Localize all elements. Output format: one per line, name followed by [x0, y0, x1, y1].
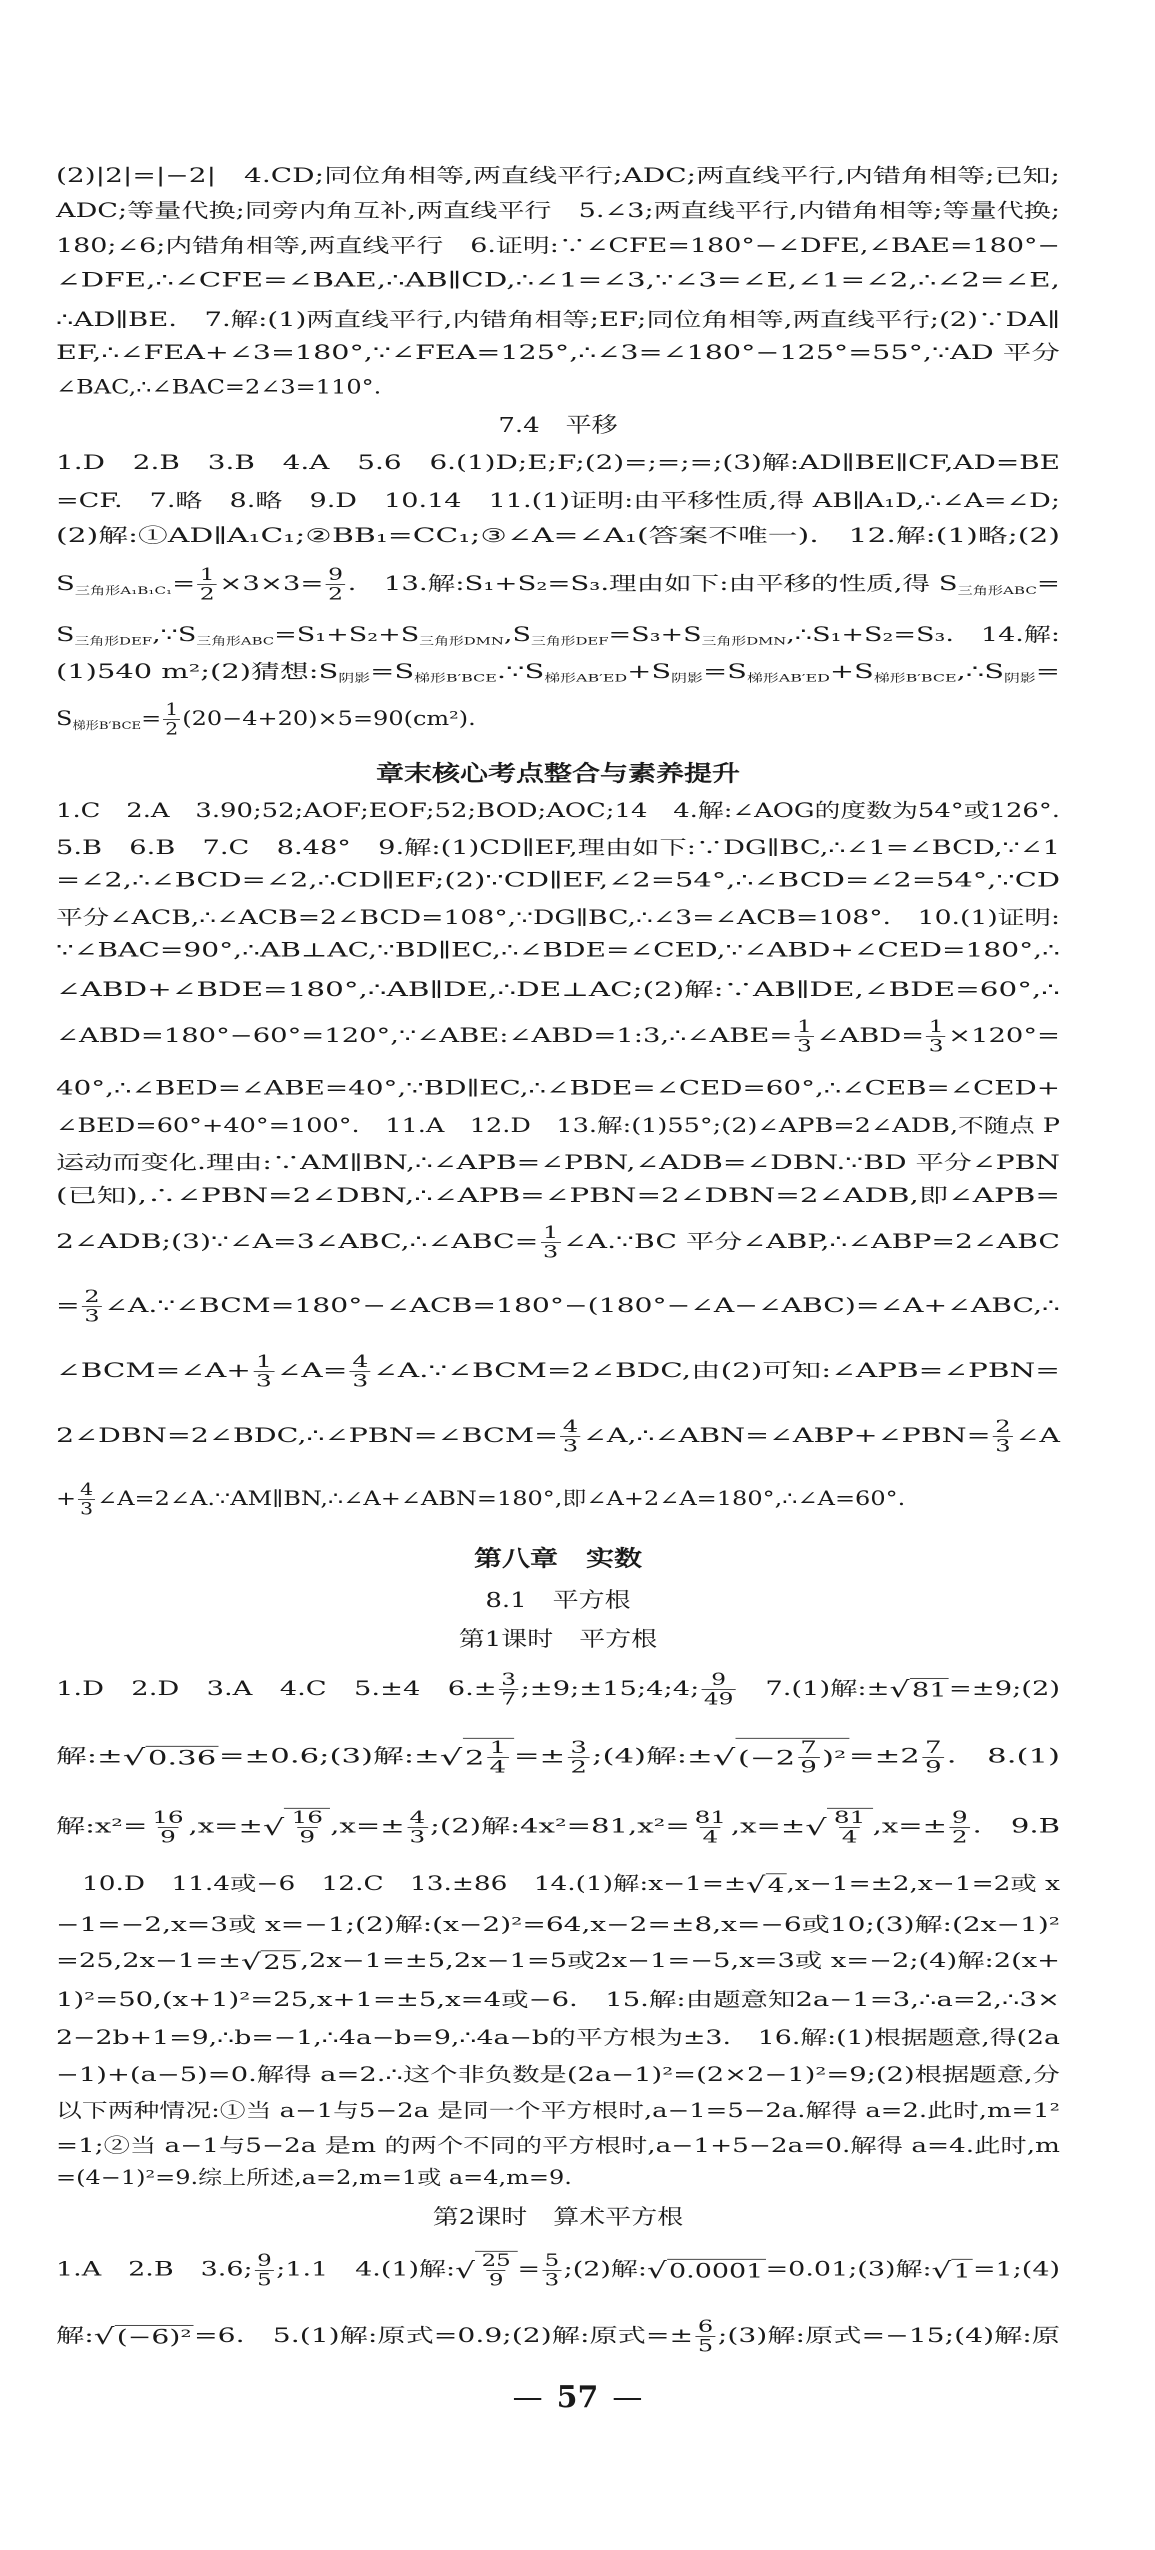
text-run: 运动而变化.理由:∵AM∥BN,∴∠APB=∠PBN,∠ADB=∠DBN.∵BD 平分∠PBN — [56, 1150, 1060, 1174]
line-content — [56, 519, 1060, 547]
subscript: 三角形DMN — [701, 635, 787, 648]
fraction-numerator: 5 — [544, 2250, 560, 2270]
text-run: (2)|2|=|−2| 4.CD;同位角相等,两直线平行;ADC;两直线平行,内错角相等;已知; — [56, 163, 1060, 187]
fraction-denominator: 9 — [158, 1827, 179, 1847]
fraction-denominator: 3 — [253, 1372, 274, 1392]
fraction — [949, 1808, 970, 1846]
text-run: ,x=± — [188, 1814, 263, 1837]
text-run: (20−4+20)×5=90(cm²). — [182, 707, 476, 730]
fraction — [993, 1418, 1013, 1456]
fraction-denominator: 7 — [499, 1690, 518, 1710]
subscript: 阴影 — [671, 672, 703, 685]
line-content — [56, 1288, 1060, 1326]
text-run: ,x=± — [330, 1814, 405, 1837]
fraction — [150, 1808, 186, 1846]
text-run: =(4−1)²=9.综上所述,a=2,m=1或 a=4,m=9. — [56, 2165, 572, 2189]
fraction — [78, 1481, 95, 1519]
text-run: ∠ABD+∠BDE=180°,∴AB∥DE,∴DE⊥AC;(2)解:∵AB∥DE,∠BDE=60°,∴ — [56, 977, 1060, 1001]
fraction — [197, 566, 216, 604]
line-content — [56, 1224, 1060, 1262]
text-run: −1=−2,x=3或 x=−1;(2)解:(x−2)²=64,x−2=±8,x=−6或10;(3)解:(2x−1)² — [56, 1912, 1060, 1936]
fraction-numerator: 2 — [995, 1417, 1011, 1437]
text-run: 2 — [464, 1746, 485, 1769]
text-run: 4 — [767, 1874, 785, 1897]
fraction-denominator: 2 — [197, 585, 216, 605]
fraction-numerator: 16 — [291, 1807, 324, 1827]
subscript: 三角形ABC — [957, 585, 1037, 598]
page-number-dash-left: — — [512, 2380, 543, 2415]
text-run: )² — [821, 1746, 847, 1769]
square-root — [263, 1807, 330, 1846]
answer-line — [56, 1213, 1060, 1273]
fraction — [82, 1288, 102, 1326]
subscript: 梯形AB′ED — [544, 672, 628, 685]
section-heading — [56, 2185, 1060, 2245]
fraction-numerator: 3 — [501, 1670, 517, 1690]
line-content — [56, 566, 1060, 604]
answer-line — [56, 1660, 1060, 1720]
text-run: = — [141, 707, 162, 730]
line-content — [56, 973, 1060, 1001]
text-run: (已知),∴∠PBN=2∠DBN,∴∠APB=∠PBN=2∠DBN=2∠ADB,即∠APB= — [56, 1183, 1060, 1207]
radicand — [735, 1737, 849, 1776]
radicand — [462, 1737, 514, 1776]
fraction — [407, 1808, 428, 1846]
text-run: ∠DFE,∴∠CFE=∠BAE,∴AB∥CD,∴∠1=∠3,∵∠3=∠E,∠1=∠2,∴∠2=∠E, — [56, 268, 1060, 292]
line-content — [56, 2318, 1060, 2356]
fraction-numerator: 1 — [796, 1017, 812, 1037]
answer-line — [56, 1342, 1060, 1402]
fraction — [702, 1671, 736, 1709]
fraction-denominator: 4 — [839, 1827, 860, 1847]
text-run: 81 — [911, 1679, 947, 1702]
radicand — [284, 1807, 330, 1846]
fraction — [487, 1738, 509, 1776]
line-content — [56, 1179, 1060, 1207]
fraction-numerator: 4 — [80, 1480, 94, 1500]
fraction — [696, 2318, 716, 2356]
fraction-numerator: 1 — [543, 1223, 559, 1243]
text-run: ∠A.∵∠BCM=2∠BDC,由(2)可知:∠APB=∠PBN= — [373, 1359, 1060, 1382]
answer-line — [56, 1470, 1060, 1530]
text-run: 5.B 6.B 7.C 8.48° 9.解:(1)CD∥EF,理由如下:∵DG∥BC,∴∠1=∠BCD,∵∠1 — [56, 835, 1060, 859]
text-run: =0.01;(3)解: — [765, 2257, 932, 2280]
text-run: ;±9;±15;4;4; — [520, 1677, 700, 1700]
text-run: 0.36 — [147, 1746, 217, 1769]
fraction-denominator: 3 — [795, 1037, 814, 1057]
text-run: 0.0001 — [668, 2259, 764, 2282]
line-content — [56, 1018, 1060, 1056]
fraction-denominator: 3 — [560, 1437, 580, 1457]
text-run: ,x=± — [872, 1814, 948, 1837]
text-run: 25 — [263, 1951, 299, 1974]
fraction-denominator: 9 — [297, 1827, 318, 1847]
fraction-numerator: 1 — [165, 700, 179, 720]
fraction-denominator: 3 — [993, 1437, 1013, 1457]
fraction-numerator: 9 — [328, 565, 343, 585]
answer-line — [56, 1797, 1060, 1857]
fraction-denominator: 5 — [255, 2270, 274, 2290]
text-run: (1)540 m²;(2)猜想:S — [56, 660, 339, 683]
page-number-dash-right: — — [612, 2380, 643, 2415]
fraction-numerator: 1 — [489, 1737, 507, 1757]
text-run: −1)+(a−5)=0.解得 a=2.∴这个非负数是(2a−1)²=(2×2−1)²=9;(2)根据题意,分 — [56, 2062, 1060, 2086]
text-run: ∠A.∵BC 平分∠ABP,∴∠ABP=2∠ABC — [563, 1230, 1060, 1253]
text-run: 7.(1)解:± — [737, 1677, 890, 1700]
line-content — [56, 1353, 1060, 1391]
text-run: =S — [702, 660, 747, 683]
heading-text: 第八章 实数 — [473, 1545, 642, 1572]
fraction-denominator: 9 — [487, 2270, 506, 2290]
radical-sign-icon: √ — [262, 1813, 285, 1841]
fraction-numerator: 1 — [255, 1352, 272, 1372]
text-run: ∠A= — [276, 1359, 348, 1382]
fraction-numerator: 7 — [800, 1737, 817, 1757]
text-run: 平分∠ACB,∴∠ACB=2∠BCD=108°,∵DG∥BC,∴∠3=∠ACB=108°. 10.(1)证明: — [56, 905, 1060, 929]
text-run: =25,2x−1=± — [56, 1949, 242, 1972]
subscript: 阴影 — [1004, 672, 1036, 685]
radicand — [667, 2258, 766, 2281]
subscript: 梯形AB′ED — [746, 672, 830, 685]
text-run: =CF. 7.略 8.略 9.D 10.14 11.(1)证明:由平移性质,得 AB∥A₁D,∴∠A=∠D; — [56, 488, 1060, 512]
text-run: = — [172, 572, 196, 595]
text-run: EF,∴∠FEA+∠3=180°,∵∠FEA=125°,∴∠3=∠180°−125°=55°,∵AD 平分 — [56, 340, 1060, 364]
text-run: . 8.(1) — [946, 1744, 1060, 1767]
fraction-denominator: 9 — [798, 1757, 820, 1777]
subscript: 三角形ABC — [196, 635, 275, 648]
text-run: =±9;(2) — [948, 1677, 1060, 1700]
text-run: ∠A=2∠A.∵AM∥BN,∴∠A+∠ABN=180°,即∠A+2∠A=180°,∴∠A=60°. — [97, 1487, 906, 1510]
square-root — [455, 2250, 517, 2289]
fraction — [326, 566, 345, 604]
text-run: 2∠ADB;(3)∵∠A=3∠ABC,∴∠ABC= — [56, 1230, 539, 1253]
answer-line — [56, 690, 1060, 750]
text-run: 180;∠6;内错角相等,两直线平行 6.证明:∵∠CFE=180°−∠DFE,∠BAE=180°− — [56, 233, 1060, 257]
text-run: ,x=± — [730, 1814, 806, 1837]
fraction — [568, 1738, 590, 1776]
text-run: = — [1036, 572, 1060, 595]
answer-line — [56, 1277, 1060, 1337]
radical-sign-icon: √ — [889, 1676, 910, 1704]
radical-sign-icon: √ — [241, 1948, 262, 1976]
fraction-numerator: 6 — [697, 2317, 714, 2337]
radical-sign-icon: √ — [439, 1743, 463, 1771]
fraction-denominator: 3 — [407, 1827, 428, 1847]
text-run: ∠BCM=∠A+ — [56, 1359, 251, 1382]
fraction — [253, 1353, 274, 1391]
fraction-denominator: 4 — [700, 1827, 721, 1847]
text-run: =S₁+S₂+S — [274, 623, 420, 646]
subscript: 梯形B′BCE — [72, 720, 142, 733]
text-run: ;(3)解:原式=−15;(4)解:原 — [717, 2324, 1060, 2347]
fraction — [692, 1808, 728, 1846]
text-run: ∠ABD=180°−60°=120°,∵∠ABE:∠ABD=1:3,∴∠ABE= — [56, 1024, 793, 1047]
text-run: ∴AD∥BE. 7.解:(1)两直线平行,内错角相等;EF;同位角相等,两直线平行;(2)∵DA∥ — [56, 307, 1060, 331]
answer-line — [56, 2240, 1060, 2300]
text-run: ∠A,∴∠ABN=∠ABP+∠PBN= — [582, 1424, 991, 1447]
text-run: 以下两种情况:①当 a−1与5−2a 是同一个平方根时,a−1=5−2a.解得 a=2.此时,m=1² — [56, 2098, 1060, 2122]
heading-text: 8.1 平方根 — [485, 1588, 631, 1612]
text-run: ,∴S₁+S₂=S₃. 14.解: — [786, 623, 1060, 646]
fraction-numerator: 3 — [570, 1737, 588, 1757]
text-run: =±0.6;(3)解:± — [218, 1744, 440, 1767]
fraction — [542, 2251, 561, 2289]
text-run: 解:x²= — [56, 1814, 148, 1837]
radical-sign-icon: √ — [122, 1743, 146, 1771]
square-root — [647, 2257, 766, 2283]
subscript: 三角形DEF — [530, 635, 609, 648]
text-run: ∠BED=60°+40°=100°. 11.A 12.D 13.解:(1)55°;(2)∠APB=2∠ADB,不随点 P — [56, 1113, 1060, 1137]
fraction-numerator: 7 — [924, 1737, 942, 1757]
radicand — [475, 2250, 518, 2289]
fraction — [560, 1418, 580, 1456]
fraction — [831, 1808, 867, 1846]
fraction-denominator: 3 — [80, 1499, 94, 1519]
text-run: 解:± — [56, 1744, 123, 1767]
text-run: = — [56, 1294, 80, 1317]
text-run: . 13.解:S₁+S₂=S₃.理由如下:由平移的性质,得 S — [347, 572, 958, 595]
radical-sign-icon: √ — [646, 2256, 667, 2284]
text-run: .∵S — [496, 660, 545, 683]
answer-line — [56, 1407, 1060, 1467]
text-run: ,S — [503, 623, 531, 646]
fraction-numerator: 4 — [562, 1417, 579, 1437]
subscript: 三角形DEF — [74, 635, 153, 648]
fraction-numerator: 25 — [481, 2250, 511, 2270]
fraction-denominator: 5 — [696, 2337, 716, 2357]
text-run: + — [56, 1487, 77, 1510]
text-run: 1.C 2.A 3.90;52;AOF;EOF;52;BOD;AOC;14 4.解:∠AOG的度数为54°或126°. — [56, 798, 1060, 822]
text-run: S — [56, 572, 75, 595]
fraction — [798, 1738, 820, 1776]
fraction — [479, 2251, 513, 2289]
radical-sign-icon: √ — [712, 1743, 736, 1771]
text-run: ∠BAC,∴∠BAC=2∠3=110°. — [56, 375, 382, 399]
line-content — [56, 1418, 1060, 1456]
square-root — [123, 1744, 219, 1770]
radical-sign-icon: √ — [805, 1813, 827, 1841]
fraction-numerator: 1 — [199, 565, 215, 585]
line-content — [56, 1671, 1060, 1709]
radicand — [910, 1678, 949, 1701]
radical-sign-icon: √ — [93, 2323, 115, 2351]
square-root — [805, 1807, 872, 1846]
square-root — [932, 2257, 973, 2283]
text-run: = — [517, 2257, 541, 2280]
heading-text: 第2课时 算术平方根 — [432, 2205, 684, 2229]
square-root — [713, 1737, 849, 1776]
text-run: = — [1035, 660, 1060, 683]
fraction-denominator: 9 — [922, 1757, 944, 1777]
text-run: 40°,∴∠BED=∠ABE=40°,∵BD∥EC,∴∠BDE=∠CED=60°,∴∠CEB=∠CED+ — [56, 1076, 1060, 1100]
fraction-denominator: 49 — [702, 1690, 736, 1710]
text-run: S — [56, 623, 75, 646]
subscript: 阴影 — [338, 672, 371, 685]
text-run: 2−2b+1=9,∴b=−1,∴4a−b=9,∴4a−b的平方根为±3. 16.解:(1)根据题意,得(2a — [56, 2025, 1060, 2049]
text-run: 10.D 11.4或−6 12.C 13.±86 14.(1)解:x−1=± — [82, 1872, 747, 1895]
subscript: 梯形B′BCE — [873, 672, 957, 685]
text-run: ,∵S — [152, 623, 197, 646]
fraction-numerator: 81 — [833, 1807, 866, 1827]
text-run: =±2 — [848, 1744, 920, 1767]
line-content — [56, 1481, 905, 1519]
text-run: 2∠DBN=2∠BDC,∴∠PBN=∠BCM= — [56, 1424, 558, 1447]
line-content — [56, 701, 476, 739]
fraction-numerator: 81 — [694, 1807, 727, 1827]
text-run: =∠2,∴∠BCD=∠2,∴CD∥EF;(2)∵CD∥EF,∠2=54°,∴∠BCD=∠2=54°,∵CD — [56, 868, 1060, 892]
text-run: (−2 — [737, 1746, 796, 1769]
text-run: 1)²=50,(x+1)²=25,x+1=±5,x=4或−6. 15.解:由题意知2a−1=3,∴a=2,∴3× — [56, 1987, 1060, 2011]
fraction-denominator: 2 — [568, 1757, 590, 1777]
subscript: 三角形A₁B₁C₁ — [74, 585, 173, 598]
fraction-numerator: 16 — [152, 1807, 184, 1827]
text-run: ×120°= — [948, 1024, 1060, 1047]
text-run: ;(4)解:± — [592, 1744, 713, 1767]
fraction — [926, 1018, 945, 1056]
text-run: +S — [829, 660, 874, 683]
fraction — [922, 1738, 944, 1776]
radicand — [827, 1807, 873, 1846]
text-run: ×3×3= — [219, 572, 324, 595]
fraction-denominator: 3 — [541, 1243, 561, 1263]
text-run: ∵∠BAC=90°,∴AB⊥AC,∵BD∥EC,∴∠BDE=∠CED,∵∠ABD+∠CED=180°,∴ — [56, 938, 1060, 962]
text-run: (−6)² — [116, 2326, 192, 2349]
radicand — [145, 1745, 219, 1768]
fraction-numerator: 9 — [711, 1670, 727, 1690]
fraction — [163, 701, 180, 739]
text-run: =± — [513, 1744, 566, 1767]
fraction-denominator: 3 — [542, 2270, 561, 2290]
fraction-numerator: 1 — [928, 1017, 944, 1037]
text-run: 1.D 2.D 3.A 4.C 5.±4 6.± — [56, 1677, 497, 1700]
answer-line — [56, 1727, 1060, 1787]
fraction-denominator: 3 — [350, 1372, 371, 1392]
text-run: ,2x−1=±5,2x−1=5或2x−1=−5,x=3或 x=−2;(4)解:2(x+ — [300, 1949, 1060, 1972]
radical-sign-icon: √ — [455, 2256, 475, 2284]
text-run: 1.A 2.B 3.6; — [56, 2257, 253, 2280]
fraction — [499, 1671, 518, 1709]
fraction — [255, 2251, 274, 2289]
heading-text: 第1课时 平方根 — [458, 1627, 658, 1651]
text-run: ;(2)解: — [563, 2257, 647, 2280]
square-root — [440, 1737, 514, 1776]
text-run: ,x−1=±2,x−1=2或 x — [786, 1872, 1060, 1895]
text-run: +S — [627, 660, 672, 683]
page-number — [0, 2380, 1155, 2415]
square-root — [890, 1677, 949, 1703]
text-run: ;1.1 4.(1)解: — [276, 2257, 456, 2280]
fraction-denominator: 4 — [487, 1757, 509, 1777]
text-run: ∠A.∵∠BCM=180°−∠ACB=180°−(180°−∠A−∠ABC)=∠A+∠ABC,∴ — [104, 1294, 1060, 1317]
text-run: 1 — [953, 2259, 971, 2282]
text-run: =1;(4) — [972, 2257, 1060, 2280]
line-content — [56, 655, 1060, 684]
fraction-numerator: 2 — [84, 1287, 100, 1307]
text-run: =S — [370, 660, 415, 683]
fraction — [289, 1808, 325, 1846]
text-run: ADC;等量代换;同旁内角互补,两直线平行 5.∠3;两直线平行,内错角相等;等量代换; — [56, 198, 1060, 222]
fraction-numerator: 9 — [257, 2250, 272, 2270]
fraction — [795, 1018, 814, 1056]
line-content — [56, 1737, 1060, 1776]
text-run: 解: — [56, 2324, 94, 2347]
text-run: ,∴S — [956, 660, 1005, 683]
answer-line — [56, 2307, 1060, 2367]
radicand — [951, 2258, 973, 2281]
fraction-denominator: 3 — [926, 1037, 945, 1057]
text-run: (2)解:①AD∥A₁C₁;②BB₁=CC₁;③∠A=∠A₁(答案不唯一). 12.解:(1)略;(2) — [56, 523, 1060, 547]
text-run: =6. 5.(1)解:原式=0.9;(2)解:原式=± — [194, 2324, 694, 2347]
heading-text: 7.4 平移 — [498, 413, 618, 437]
line-content — [56, 2250, 1060, 2289]
fraction-denominator: 2 — [949, 1827, 970, 1847]
text-run: ∠A — [1015, 1424, 1060, 1447]
text-run: . 9.B — [972, 1814, 1060, 1837]
fraction — [541, 1224, 561, 1262]
text-run: ∠ABD= — [816, 1024, 925, 1047]
text-run: =1;②当 a−1与5−2a 是m 的两个不同的平方根时,a−1+5−2a=0.解得 a=4.此时,m — [56, 2133, 1060, 2157]
radical-sign-icon: √ — [746, 1871, 766, 1899]
fraction-numerator: 4 — [352, 1352, 369, 1372]
fraction-denominator: 3 — [82, 1307, 102, 1327]
fraction-numerator: 4 — [409, 1807, 426, 1827]
radical-sign-icon: √ — [931, 2256, 952, 2284]
subscript: 三角形DMN — [419, 635, 504, 648]
subscript: 梯形B′BCE — [414, 672, 497, 685]
heading-text: 章末核心考点整合与素养提升 — [375, 760, 740, 787]
text-run: S — [56, 707, 73, 730]
fraction-denominator: 2 — [165, 719, 179, 739]
answer-line — [56, 503, 1060, 563]
fraction-denominator: 2 — [326, 585, 345, 605]
text-run: ;(2)解:4x²=81,x²= — [430, 1814, 690, 1837]
text-run: 1.D 2.B 3.B 4.A 5.6 6.(1)D;E;F;(2)=;=;=;(3)解:AD∥BE∥CF,AD=BE — [56, 450, 1060, 474]
fraction-numerator: 9 — [951, 1807, 968, 1827]
square-root — [94, 2324, 194, 2350]
text-run: =S₃+S — [608, 623, 702, 646]
page-number-value: 57 — [556, 2380, 599, 2415]
radicand — [114, 2325, 194, 2348]
fraction — [350, 1353, 371, 1391]
line-content — [56, 1807, 1060, 1846]
section-heading — [56, 1607, 1060, 1667]
